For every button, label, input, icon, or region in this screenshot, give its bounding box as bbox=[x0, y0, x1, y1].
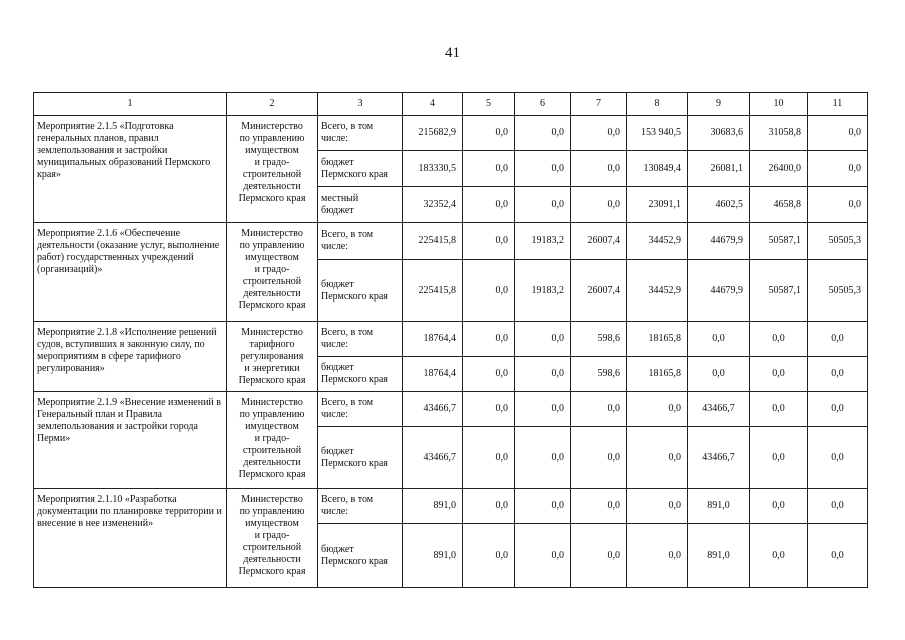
value-cell: 50587,1 bbox=[750, 260, 808, 322]
value-cell: 0,0 bbox=[571, 151, 627, 187]
value-cell: 23091,1 bbox=[627, 187, 688, 223]
value-cell: 130849,4 bbox=[627, 151, 688, 187]
value-cell: 0,0 bbox=[750, 392, 808, 427]
value-cell: 44679,9 bbox=[688, 260, 750, 322]
header-cell: 11 bbox=[808, 93, 868, 116]
table-row bbox=[34, 322, 868, 357]
funding-source-cell: бюджет Пермского края bbox=[318, 151, 403, 187]
value-cell: 0,0 bbox=[463, 489, 515, 524]
header-cell: 9 bbox=[688, 93, 750, 116]
value-cell: 18165,8 bbox=[627, 357, 688, 392]
value-cell: 26007,4 bbox=[571, 260, 627, 322]
value-cell: 225415,8 bbox=[403, 223, 463, 260]
header-cell: 3 bbox=[318, 93, 403, 116]
value-cell: 0,0 bbox=[463, 116, 515, 151]
table-row bbox=[34, 223, 868, 260]
value-cell: 0,0 bbox=[515, 392, 571, 427]
value-cell: 0,0 bbox=[750, 427, 808, 489]
value-cell: 0,0 bbox=[515, 489, 571, 524]
value-cell: 18764,4 bbox=[403, 322, 463, 357]
value-cell: 0,0 bbox=[463, 322, 515, 357]
value-cell: 0,0 bbox=[463, 223, 515, 260]
funding-source-cell: бюджет Пермского края bbox=[318, 357, 403, 392]
value-cell: 26081,1 bbox=[688, 151, 750, 187]
value-cell: 18165,8 bbox=[627, 322, 688, 357]
value-cell: 0,0 bbox=[463, 151, 515, 187]
value-cell: 43466,7 bbox=[688, 392, 750, 427]
value-cell: 0,0 bbox=[808, 187, 868, 223]
value-cell: 0,0 bbox=[463, 357, 515, 392]
value-cell: 0,0 bbox=[808, 489, 868, 524]
header-cell: 1 bbox=[34, 93, 227, 116]
funding-source-cell: бюджет Пермского края bbox=[318, 427, 403, 489]
executor-cell: Министерство по управлению имуществом и градо- строительной деятельности Пермского края bbox=[227, 392, 318, 489]
value-cell: 43466,7 bbox=[688, 427, 750, 489]
executor-cell: Министерство тарифного регулирования и энергетики Пермского края bbox=[227, 322, 318, 392]
funding-source-cell: бюджет Пермского края bbox=[318, 260, 403, 322]
value-cell: 598,6 bbox=[571, 322, 627, 357]
value-cell: 0,0 bbox=[808, 322, 868, 357]
table-row bbox=[34, 116, 868, 151]
funding-source-cell: Всего, в том числе: bbox=[318, 223, 403, 260]
executor-cell: Министерство по управлению имуществом и градо- строительной деятельности Пермского края bbox=[227, 116, 318, 223]
header-cell: 8 bbox=[627, 93, 688, 116]
value-cell: 0,0 bbox=[571, 524, 627, 588]
header-cell: 5 bbox=[463, 93, 515, 116]
value-cell: 215682,9 bbox=[403, 116, 463, 151]
value-cell: 891,0 bbox=[688, 489, 750, 524]
value-cell: 0,0 bbox=[627, 524, 688, 588]
executor-cell: Министерство по управлению имуществом и градо- строительной деятельности Пермского края bbox=[227, 223, 318, 322]
value-cell: 0,0 bbox=[463, 392, 515, 427]
value-cell: 0,0 bbox=[750, 524, 808, 588]
funding-source-cell: Всего, в том числе: bbox=[318, 322, 403, 357]
value-cell: 0,0 bbox=[515, 151, 571, 187]
event-name-cell: Мероприятие 2.1.5 «Подготовка генеральных планов, правил землепользования и застройки муниципальных образований Пермского края» bbox=[34, 116, 227, 223]
value-cell: 0,0 bbox=[463, 187, 515, 223]
value-cell: 0,0 bbox=[463, 260, 515, 322]
header-cell: 6 bbox=[515, 93, 571, 116]
value-cell: 0,0 bbox=[808, 357, 868, 392]
value-cell: 26400,0 bbox=[750, 151, 808, 187]
value-cell: 0,0 bbox=[463, 524, 515, 588]
header-cell: 10 bbox=[750, 93, 808, 116]
header-row bbox=[34, 93, 868, 116]
value-cell: 0,0 bbox=[571, 489, 627, 524]
value-cell: 598,6 bbox=[571, 357, 627, 392]
event-name-cell: Мероприятие 2.1.9 «Внесение изменений в Генеральный план и Правила землепользования и застройки города Перми» bbox=[34, 392, 227, 489]
value-cell: 18764,4 bbox=[403, 357, 463, 392]
value-cell: 34452,9 bbox=[627, 223, 688, 260]
value-cell: 0,0 bbox=[571, 116, 627, 151]
value-cell: 0,0 bbox=[808, 427, 868, 489]
funding-source-cell: местный бюджет bbox=[318, 187, 403, 223]
value-cell: 50587,1 bbox=[750, 223, 808, 260]
value-cell: 0,0 bbox=[808, 151, 868, 187]
value-cell: 0,0 bbox=[463, 427, 515, 489]
value-cell: 26007,4 bbox=[571, 223, 627, 260]
event-name-cell: Мероприятие 2.1.6 «Обеспечение деятельности (оказание услуг, выполнение работ) государственных учреждений (организаций)» bbox=[34, 223, 227, 322]
value-cell: 30683,6 bbox=[688, 116, 750, 151]
table-row bbox=[34, 392, 868, 427]
value-cell: 0,0 bbox=[515, 116, 571, 151]
value-cell: 0,0 bbox=[750, 489, 808, 524]
funding-source-cell: Всего, в том числе: bbox=[318, 116, 403, 151]
value-cell: 0,0 bbox=[750, 322, 808, 357]
value-cell: 891,0 bbox=[403, 489, 463, 524]
value-cell: 4658,8 bbox=[750, 187, 808, 223]
value-cell: 43466,7 bbox=[403, 427, 463, 489]
funding-source-cell: Всего, в том числе: bbox=[318, 392, 403, 427]
value-cell: 0,0 bbox=[515, 357, 571, 392]
value-cell: 44679,9 bbox=[688, 223, 750, 260]
value-cell: 19183,2 bbox=[515, 260, 571, 322]
value-cell: 0,0 bbox=[808, 116, 868, 151]
event-name-cell: Мероприятия 2.1.10 «Разработка документации по планировке территории и внесение в нее изменений» bbox=[34, 489, 227, 588]
value-cell: 0,0 bbox=[515, 187, 571, 223]
executor-cell: Министерство по управлению имуществом и градо- строительной деятельности Пермского края bbox=[227, 489, 318, 588]
value-cell: 0,0 bbox=[571, 392, 627, 427]
value-cell: 225415,8 bbox=[403, 260, 463, 322]
value-cell: 0,0 bbox=[627, 427, 688, 489]
value-cell: 34452,9 bbox=[627, 260, 688, 322]
value-cell: 50505,3 bbox=[808, 260, 868, 322]
value-cell: 0,0 bbox=[808, 524, 868, 588]
value-cell: 0,0 bbox=[571, 427, 627, 489]
funding-source-cell: бюджет Пермского края bbox=[318, 524, 403, 588]
page-number: 41 bbox=[445, 45, 460, 61]
value-cell: 4602,5 bbox=[688, 187, 750, 223]
funding-source-cell: Всего, в том числе: bbox=[318, 489, 403, 524]
budget-table bbox=[33, 92, 868, 588]
header-cell: 7 bbox=[571, 93, 627, 116]
value-cell: 0,0 bbox=[627, 392, 688, 427]
value-cell: 0,0 bbox=[688, 322, 750, 357]
table-row bbox=[34, 489, 868, 524]
value-cell: 0,0 bbox=[750, 357, 808, 392]
value-cell: 0,0 bbox=[808, 392, 868, 427]
value-cell: 183330,5 bbox=[403, 151, 463, 187]
value-cell: 0,0 bbox=[515, 322, 571, 357]
value-cell: 50505,3 bbox=[808, 223, 868, 260]
value-cell: 43466,7 bbox=[403, 392, 463, 427]
value-cell: 0,0 bbox=[571, 187, 627, 223]
value-cell: 0,0 bbox=[515, 524, 571, 588]
value-cell: 0,0 bbox=[688, 357, 750, 392]
value-cell: 891,0 bbox=[403, 524, 463, 588]
value-cell: 891,0 bbox=[688, 524, 750, 588]
value-cell: 0,0 bbox=[515, 427, 571, 489]
header-cell: 4 bbox=[403, 93, 463, 116]
header-cell: 2 bbox=[227, 93, 318, 116]
value-cell: 19183,2 bbox=[515, 223, 571, 260]
value-cell: 153 940,5 bbox=[627, 116, 688, 151]
event-name-cell: Мероприятие 2.1.8 «Исполнение решений судов, вступивших в законную силу, по мероприятиям в сфере тарифного регулирования» bbox=[34, 322, 227, 392]
value-cell: 0,0 bbox=[627, 489, 688, 524]
value-cell: 31058,8 bbox=[750, 116, 808, 151]
value-cell: 32352,4 bbox=[403, 187, 463, 223]
